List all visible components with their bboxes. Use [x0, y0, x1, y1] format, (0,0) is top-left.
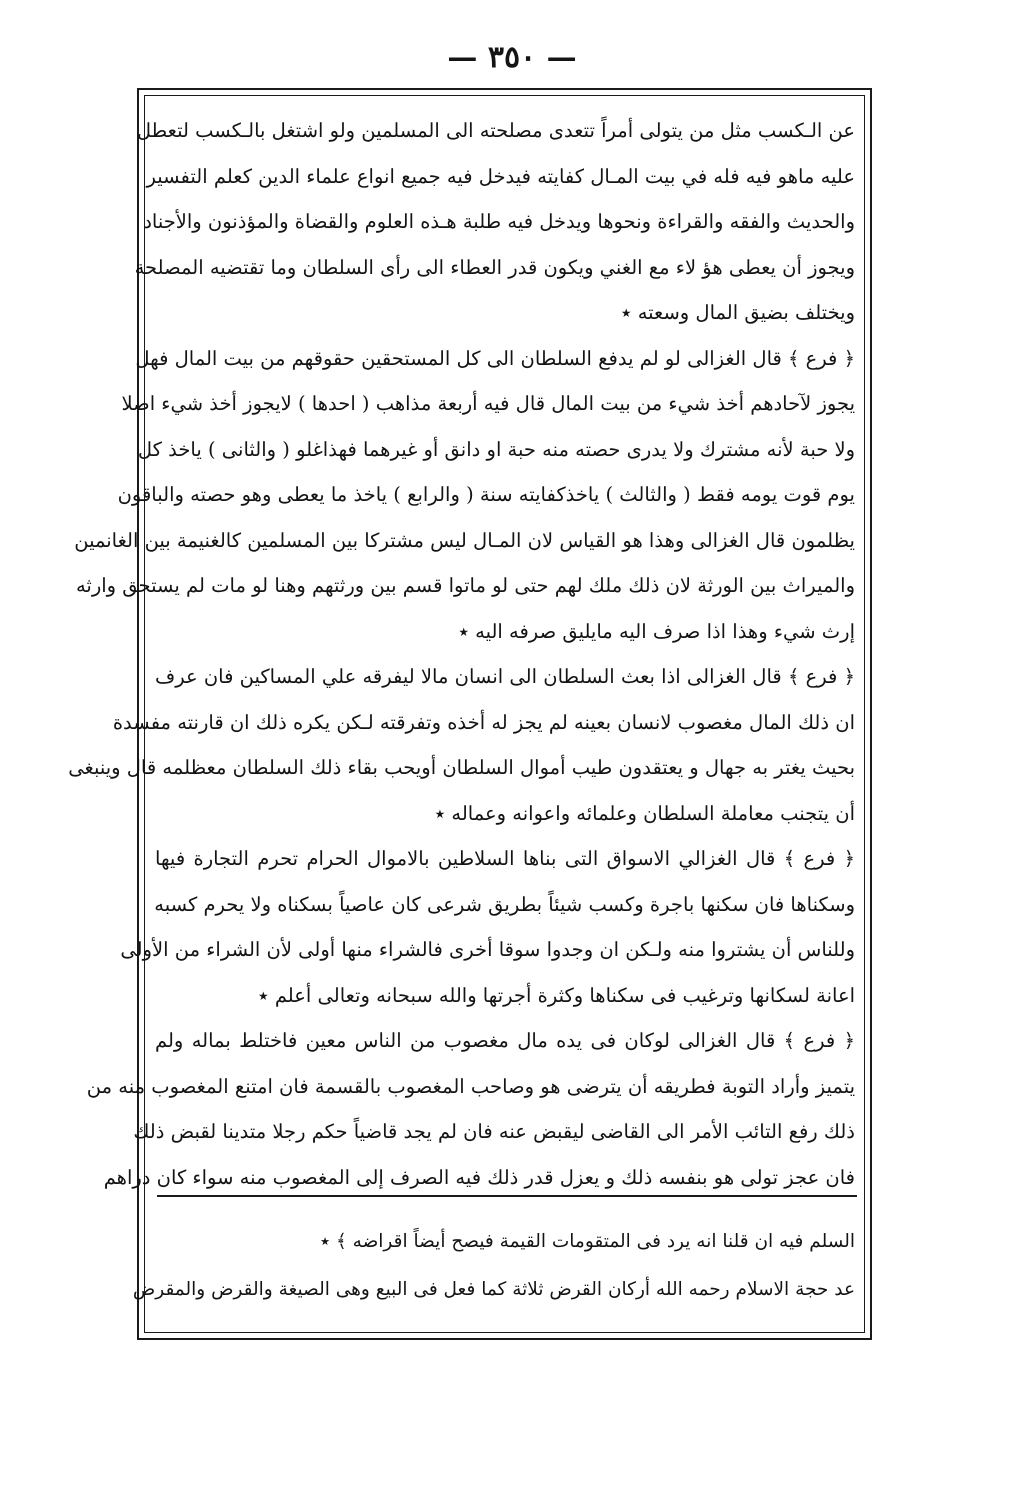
- text-line: إرث شيء وهذا اذا صرف اليه مايليق صرفه اليه ٭: [458, 619, 855, 643]
- text-line: عن الـكسب مثل من يتولى أمراً تتعدى مصلحته الى المسلمين ولو اشتغل بالـكسب لتعطل: [136, 119, 855, 142]
- text-line: والميراث بين الورثة لان ذلك ملك لهم حتى لو ماتوا قسم بين ورثتهم وهنا لو مات لم يستحق وارثه: [75, 574, 855, 597]
- text-line: ويختلف بضيق المال وسعته ٭: [620, 301, 855, 324]
- text-line: ﴿ فرع ﴾ قال الغزالي الاسواق التى بناها السلاطين بالاموال الحرام تحرم التجارة فيها: [155, 847, 855, 870]
- text-line: أن يتجنب معاملة السلطان وعلمائه واعوانه وعماله ٭: [434, 801, 855, 825]
- text-line: ان ذلك المال مغصوب لانسان بعينه لم يجز له أخذه وتفرقته لـكن يكره ذلك ان قارنته مفسدة: [112, 710, 855, 734]
- text-line: والحديث والفقه والقراءة ونحوها ويدخل فيه طلبة هـذه العلوم والقضاة والمؤذنون والأجناد: [143, 210, 855, 233]
- text-line: ذلك رفع التائب الأمر الى القاضى ليقبض عنه فان لم يجد قاضياً حكم رجلا متدينا لقبض ذلك: [133, 1120, 855, 1143]
- text-line: ويجوز أن يعطى هؤ لاء مع الغني ويكون قدر العطاء الى رأى السلطان وما تقتضيه المصلحة: [134, 255, 855, 279]
- text-line: وللناس أن يشتروا منه ولـكن ان وجدوا سوقا أخرى فالشراء منها أولى لأن الشراء من الأولى: [120, 938, 855, 961]
- text-line: ولا حبة لأنه مشترك ولا يدرى حصته منه حبة او دانق أو غيرهما فهذاغلو ( والثانى ) ياخذ كل: [137, 437, 855, 461]
- text-line: ﴿ فرع ﴾ قال الغزالى لو لم يدفع السلطان الى كل المستحقين حقوقهم من بيت المال فهل: [135, 346, 855, 370]
- footnote-divider: [157, 1195, 857, 1197]
- text-line: فان عجز تولى هو بنفسه ذلك و يعزل قدر ذلك فيه الصرف إلى المغصوب منه سواء كان دراهم: [103, 1165, 855, 1189]
- text-line: ﴿ فرع ﴾ قال الغزالى اذا بعث السلطان الى انسان مالا ليفرقه علي المساكين فان عرف: [155, 665, 855, 688]
- text-line: بحيث يغتر به جهال و يعتقدون طيب أموال السلطان أويحب بقاء ذلك السلطان معظلمه قال وينبغى: [68, 756, 855, 779]
- footnote-line: عد حجة الاسلام رحمه الله أركان القرض ثلاثة كما فعل فى البيع وهى الصيغة والقرض والمقرض: [132, 1279, 855, 1300]
- text-line: عليه ماهو فيه فله في بيت المـال كفايته فيدخل فيه جميع انواع علماء الدين كعلم التفسير: [146, 164, 855, 188]
- text-line: ﴿ فرع ﴾ قال الغزالى لوكان فى يده مال مغصوب من الناس معين فاختلط بماله ولم: [155, 1029, 855, 1052]
- text-line: يوم قوت يومه فقط ( والثالث ) ياخذكفايته سنة ( والرابع ) ياخذ ما يعطى وهو حصته والباقون: [117, 483, 855, 506]
- text-line: يظلمون قال الغزالى وهذا هو القياس لان المـال ليس مشتركا بين المسلمين كالغنيمة بين الغانمين: [74, 528, 855, 552]
- footnote-line: السلم فيه ان قلنا انه يرد فى المتقومات القيمة فيصح أيضاً اقراضه ﴾ ٭: [319, 1231, 855, 1252]
- main-text: [68, 108, 855, 1200]
- text-line: وسكناها فان سكنها باجرة وكسب شيئاً بطريق شرعى كان عاصياً بسكناه ولا يحرم كسبه: [154, 892, 855, 916]
- footnotes: [132, 1218, 855, 1314]
- page-number: — ٣٥٠ —: [447, 40, 577, 75]
- text-line: اعانة لسكانها وترغيب فى سكناها وكثرة أجرتها والله سبحانه وتعالى أعلم ٭: [258, 983, 855, 1007]
- text-line: يتميز وأراد التوبة فطريقه أن يترضى هو وصاحب المغصوب بالقسمة فان امتنع المغصوب منه من: [86, 1074, 855, 1098]
- text-line: يجوز لآحادهم أخذ شيء من بيت المال قال فيه أربعة مذاهب ( احدها ) لايجوز أخذ شيء اصلا: [121, 392, 855, 415]
